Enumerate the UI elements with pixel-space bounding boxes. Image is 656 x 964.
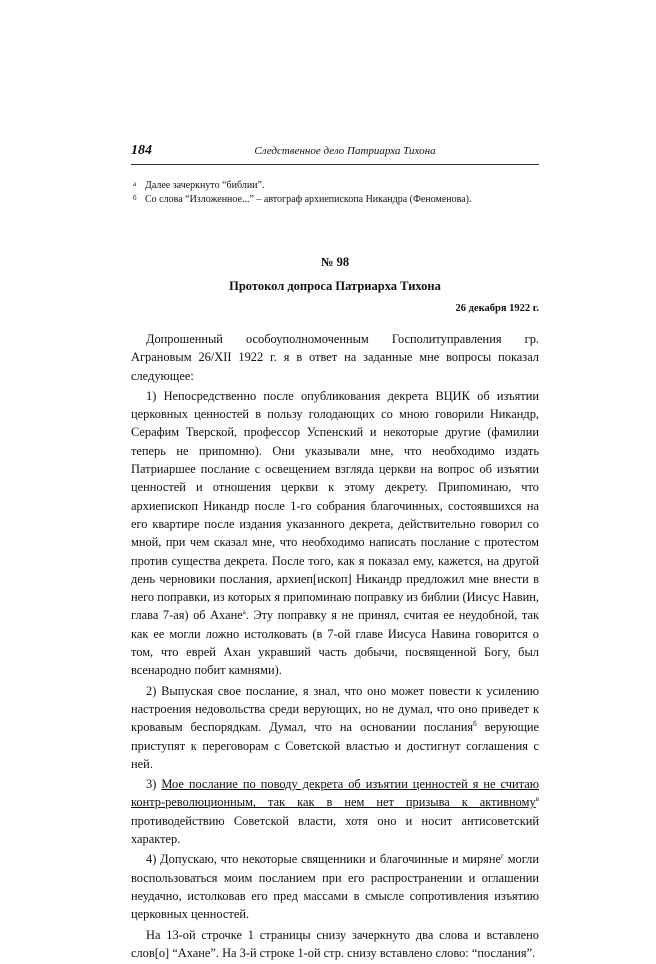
- footnote-ref: в: [535, 795, 539, 804]
- paragraph-intro: Допрошенный особоуполномоченным Госполитуправления гр. Аграновым 26/XII 1922 г. я в ответ на заданные мне вопросы показал следующее:: [131, 332, 539, 383]
- document-page: [131, 140, 539, 964]
- document-number: № 98: [320, 255, 350, 269]
- footnote-mark: б: [133, 194, 137, 202]
- document-date: 26 декабря 1922 г.: [455, 303, 539, 314]
- paragraph-text: верующие приступят к переговорам с Советской властью и достигнут соглашения с ней.: [131, 720, 540, 771]
- page-number: 184: [131, 143, 152, 158]
- footnote: [131, 179, 539, 193]
- running-title: Следственное дело Патриарха Тихона: [254, 145, 436, 157]
- paragraph-text: 3): [146, 777, 162, 792]
- paragraph-1: [131, 387, 539, 680]
- footnote-text: Со слова “Изложенное...” – автограф архиепископа Никандра (Феноменова).: [145, 194, 472, 205]
- paragraph-text: могли воспользоваться моим посланием при его распространении и оглашении неудачно, истолковав его пред массами в смысле сопротивления изъятию церковных ценностей.: [131, 852, 539, 922]
- paragraph-text: 4) Допускаю, что некоторые священники и благочинные и миряне: [146, 852, 501, 867]
- underlined-text: Мое послание по поводу декрета об изъятии ценностей я не считаю контр-революционным, так как в нем нет призыва к активному: [131, 777, 539, 810]
- running-header: [131, 140, 539, 165]
- paragraph-text: . Эту поправку я не принял, считая ее неудобной, так как ее могли ложно истолковать (в 7-ой главе Иисуса Навина говорится о том, что еврей Ахан укравший часть добычи, посвященной Богу, был всенародно побит камнями).: [131, 608, 539, 678]
- document-title: Протокол допроса Патриарха Тихона: [229, 279, 441, 293]
- paragraph-note: На 13-ой строчке 1 страницы снизу зачеркнуто два слова и вставлено слов[о] “Ахане”. На 3-й строке 1-ой стр. снизу вставлено слово: “послания”.: [131, 927, 539, 960]
- paragraph-3: [131, 775, 539, 848]
- footnote-ref: г: [500, 852, 504, 861]
- footnote-mark: а: [133, 180, 137, 188]
- document-body: [131, 330, 539, 962]
- footnote-ref: а: [242, 608, 246, 617]
- paragraph-2: [131, 682, 539, 773]
- footnotes: [131, 179, 539, 207]
- paragraph-4: [131, 850, 539, 923]
- footnote-ref: б: [473, 720, 477, 729]
- paragraph-text: 1) Непосредственно после опубликования декрета ВЦИК об изъятии церковных ценностей в пользу голодающих со мною говорили Никандр, Серафим Тверской, профессор Успенский и некоторые другие (фамилии теперь не припомню). Они указывали мне, что необходимо издать Патриаршее послание с освещением взгляда церкви на вопрос об изъятии ценностей и отношения церкви к этому декрету. Припоминаю, что архиепископ Никандр после 1-го собрания благочинных, состоявшихся на его квартире после издания указанного декрета, действительно говорил со мной, при чем сказал мне, что необходимо написать послание с протестом против существа декрета. После того, как я показал ему, кажется, на другой день черновики послания, архиеп[ископ] Никандр предложил мне внести в него поправки, из которых я припоминаю поправку из библии (Иисус Навин, глава 7-ая) об Ахане: [131, 388, 539, 623]
- paragraph-text: противодействию Советской власти, хотя оно и носит антисоветский характер.: [131, 813, 539, 847]
- paragraph-text: 2) Выпуская свое послание, я знал, что оно может повести к усилению настроения недовольства среди верующих, но не думал, что оно приведет к кровавым беспорядкам. Думал, что на основании послания: [131, 683, 539, 735]
- footnote-text: Далее зачеркнуто “библии”.: [145, 180, 265, 191]
- footnote: [131, 193, 539, 207]
